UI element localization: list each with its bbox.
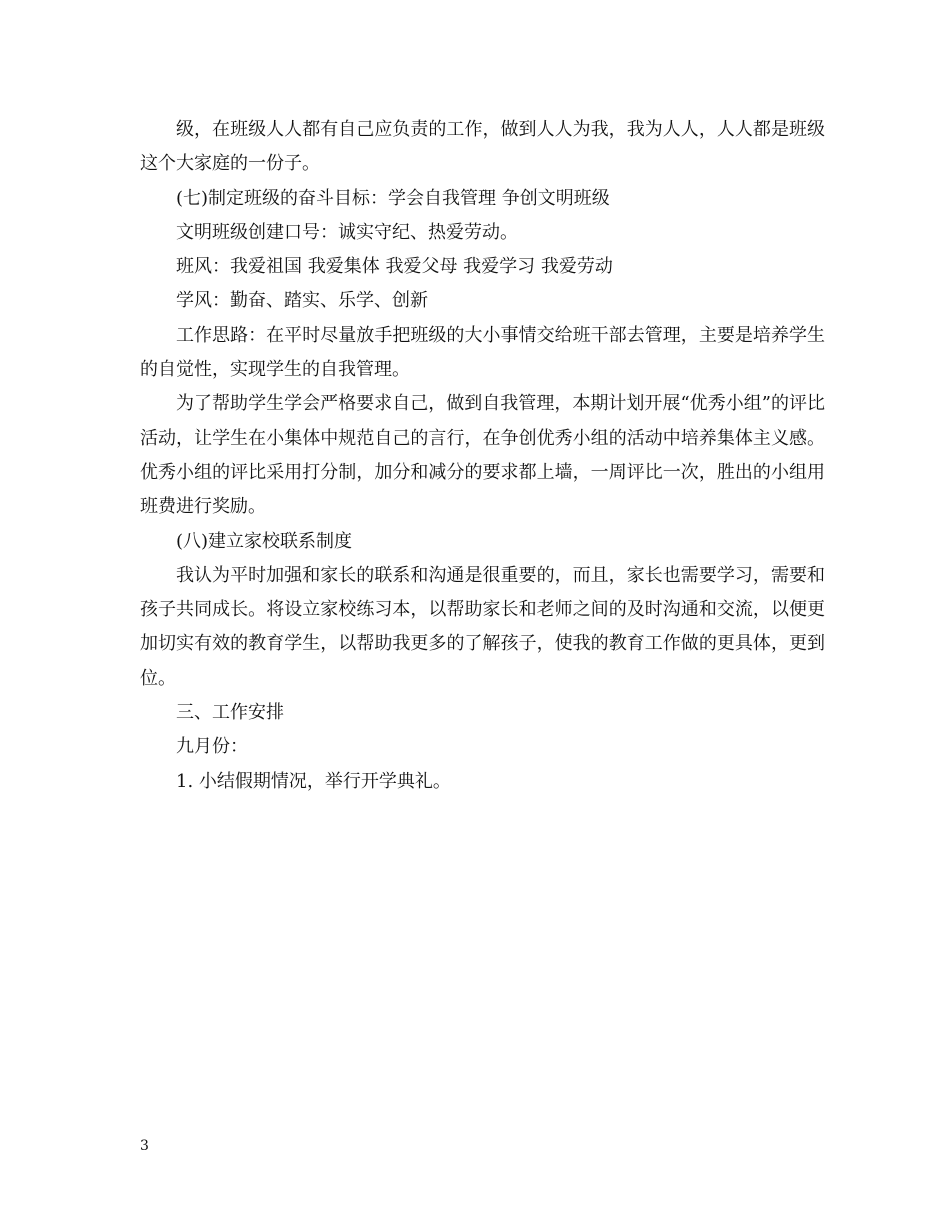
- paragraph-class-slogan: 文明班级创建口号：诚实守纪、热爱劳动。: [176, 221, 518, 243]
- section-heading-home-school: (八)建立家校联系制度: [176, 530, 353, 552]
- paragraph-excellent-group: 为了帮助学生学会严格要求自己，做到自我管理，本期计划开展“优秀小组”的评比活动，让学生在小集体中规范自己的言行，在争创优秀小组的活动中培养集体主义感。优秀小组的评比采用打分制，加分和减分的要求都上墙，一周评比一次，胜出的小组用班费进行奖励。: [140, 393, 825, 518]
- document-body: [140, 113, 825, 799]
- paragraph-home-school: 我认为平时加强和家长的联系和沟通是很重要的，而且，家长也需要学习，需要和孩子共同成长。将设立家校练习本，以帮助家长和老师之间的及时沟通和交流，以便更加切实有效的教育学生，以帮助我更多的了解孩子，使我的教育工作做的更具体，更到位。: [140, 564, 825, 689]
- list-item-1: 1. 小结假期情况，举行开学典礼。: [176, 770, 451, 792]
- section-heading-work-schedule: 三、工作安排: [176, 702, 284, 724]
- paragraph-work-approach: 工作思路：在平时尽量放手把班级的大小事情交给班干部去管理，主要是培养学生的自觉性，实现学生的自我管理。: [140, 324, 825, 381]
- paragraph-study-style: 学风：勤奋、踏实、乐学、创新: [176, 290, 428, 312]
- page-number: 3: [140, 1138, 149, 1154]
- paragraph-class-style: 班风：我爱祖国 我爱集体 我爱父母 我爱学习 我爱劳动: [176, 256, 613, 278]
- section-heading-class-goals: (七)制定班级的奋斗目标：学会自我管理 争创文明班级: [176, 187, 610, 209]
- subheading-september: 九月份：: [176, 736, 248, 758]
- paragraph-class-responsibility: 级，在班级人人都有自己应负责的工作，做到人人为我，我为人人，人人都是班级这个大家庭的一份子。: [140, 119, 825, 175]
